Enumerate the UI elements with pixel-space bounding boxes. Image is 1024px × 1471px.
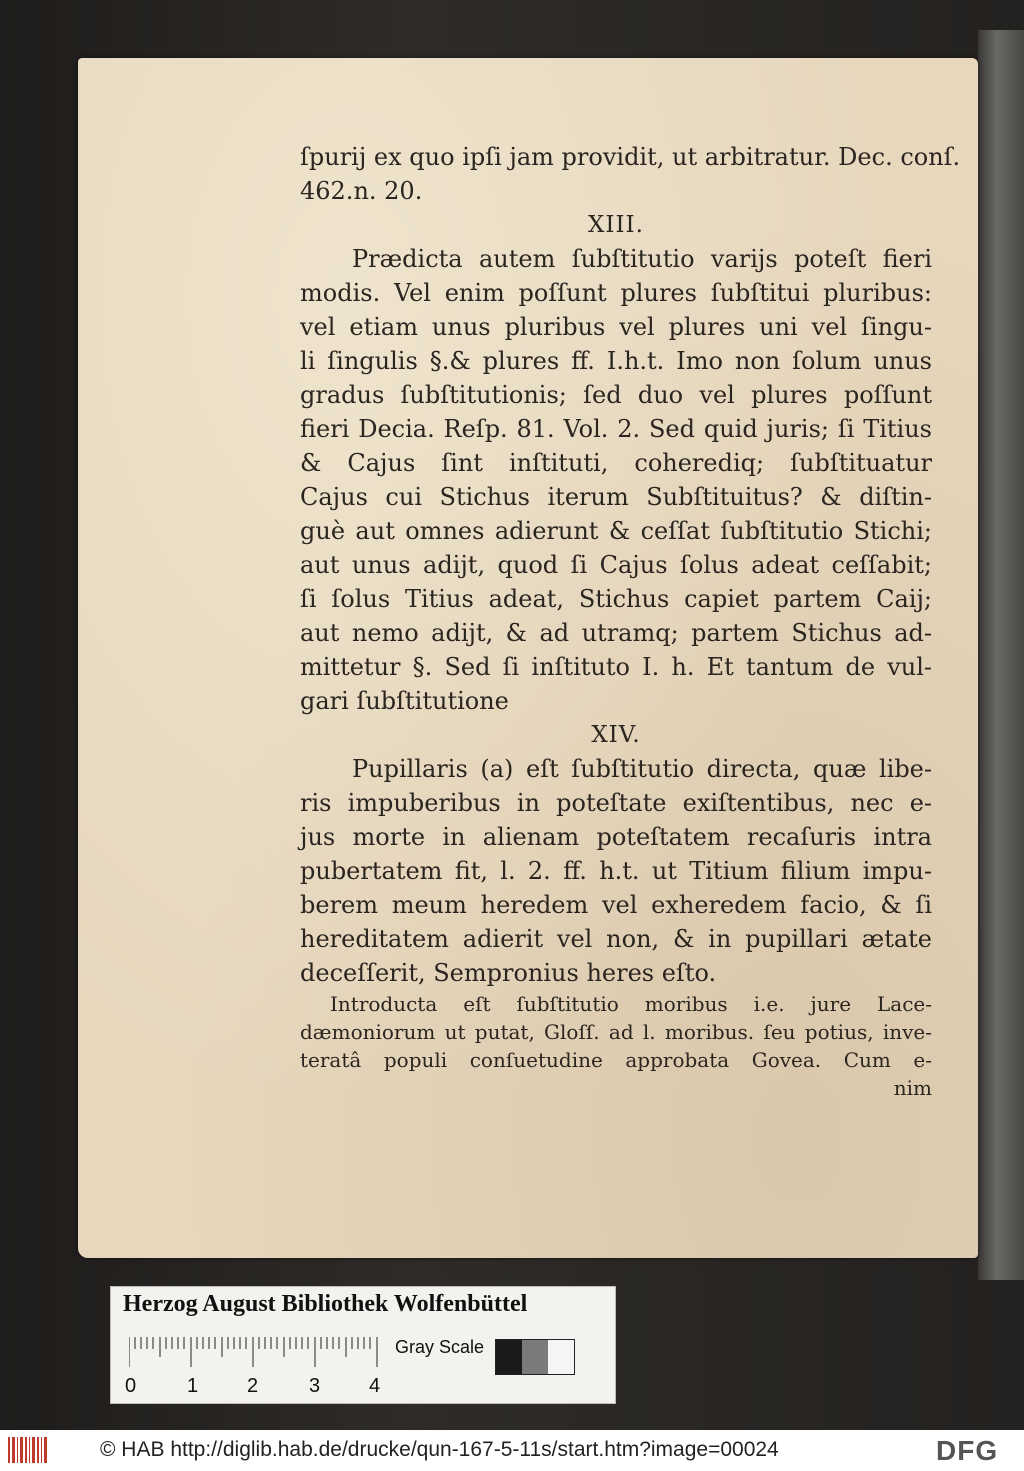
swatch-dark xyxy=(496,1340,522,1374)
copyright-link[interactable]: © HAB http://diglib.hab.de/drucke/qun-167-5-11s/start.htm?image=00024 xyxy=(100,1438,779,1461)
text-line: deceſſerit, Sempronius heres eſto. xyxy=(300,959,717,987)
text-line: aut unus adijt, quod ſi Cajus ſolus adeat ceſſabit; xyxy=(300,551,932,579)
ruler-label: 3 xyxy=(309,1375,321,1397)
footer-bar xyxy=(0,1430,1024,1471)
text-line: mittetur §. Sed ſi inſtituto I. h. Et tantum de vul- xyxy=(300,653,932,681)
target-title: Herzog August Bibliothek Wolfenbüttel xyxy=(123,1291,528,1317)
text-line: berem meum heredem vel exheredem facio, & ſi xyxy=(300,891,932,919)
note-paragraph xyxy=(300,990,932,1074)
text-line: aut nemo adijt, & ad utramq; partem Stichus ad- xyxy=(300,619,932,647)
next-page-edge xyxy=(978,30,1024,1280)
barcode-icon xyxy=(8,1435,48,1465)
text-line: dæmoniorum ut putat, Gloſſ. ad l. moribus. ſeu potius, inve- xyxy=(300,1020,932,1044)
ruler-label: 1 xyxy=(187,1375,199,1397)
text-line: ſpurij ex quo ipſi jam providit, ut arbitratur. Dec. conſ. xyxy=(300,143,961,171)
section-heading: XIV. xyxy=(591,722,641,748)
ruler-label: 2 xyxy=(247,1375,259,1397)
text-line: ris impuberibus in poteſtate exiſtentibus, nec e- xyxy=(300,789,932,817)
grayscale-swatches xyxy=(495,1339,575,1375)
text-line: ſi ſolus Titius adeat, Stichus capiet partem Caij; xyxy=(300,585,932,613)
catchword: nim xyxy=(893,1076,932,1100)
text-line: Prædicta autem ſubſtitutio varijs poteſt fieri xyxy=(352,245,932,273)
page-text xyxy=(300,140,961,1102)
grayscale-label: Gray Scale xyxy=(395,1337,485,1357)
text-line: guè aut omnes adierunt & ceſſat ſubſtitutio Stichi; xyxy=(300,517,932,545)
text-line: gradus ſubſtitutionis; ſed duo vel plures poſſunt xyxy=(300,381,932,409)
dfg-logo: DFG xyxy=(936,1435,999,1466)
section-heading: XIII. xyxy=(588,212,644,238)
text-line: modis. Vel enim poſſunt plures ſubſtitui pluribus: xyxy=(300,279,932,307)
ruler-label: 4 xyxy=(369,1375,381,1397)
swatch-mid xyxy=(522,1340,548,1374)
text-line: 462.n. 20. xyxy=(300,177,423,205)
text-line: Pupillaris (a) eſt ſubſtitutio directa, quæ libe- xyxy=(352,755,932,783)
text-line: vel etiam unus pluribus vel plures uni vel ſingu- xyxy=(300,313,932,341)
text-line: & Cajus ſint inſtituti, coherediq; ſubſtituatur xyxy=(300,449,932,477)
text-line: hereditatem adierit vel non, & in pupillari ætate xyxy=(300,925,932,953)
text-line: teratâ populi conſuetudine approbata Govea. Cum e- xyxy=(300,1048,932,1072)
text-line: pubertatem fit, l. 2. ff. h.t. ut Titium filium impu- xyxy=(300,857,932,885)
text-line: li ſingulis §.& plures ff. I.h.t. Imo non ſolum unus xyxy=(300,347,932,375)
text-line: jus morte in alienam poteſtatem recaſuris intra xyxy=(300,823,932,851)
color-target-card xyxy=(110,1286,616,1404)
text-line: Cajus cui Stichus iterum Subſtituitus? & diſtin- xyxy=(300,483,932,511)
text-line: Introducta eſt ſubſtitutio moribus i.e. jure Lace- xyxy=(330,992,932,1016)
text-line: gari ſubſtitutione xyxy=(300,687,509,715)
ruler-scale xyxy=(129,1337,383,1367)
text-line: fieri Decia. Reſp. 81. Vol. 2. Sed quid juris; ſi Titius xyxy=(300,415,932,443)
swatch-light xyxy=(548,1340,574,1374)
ruler-label: 0 xyxy=(125,1375,137,1397)
